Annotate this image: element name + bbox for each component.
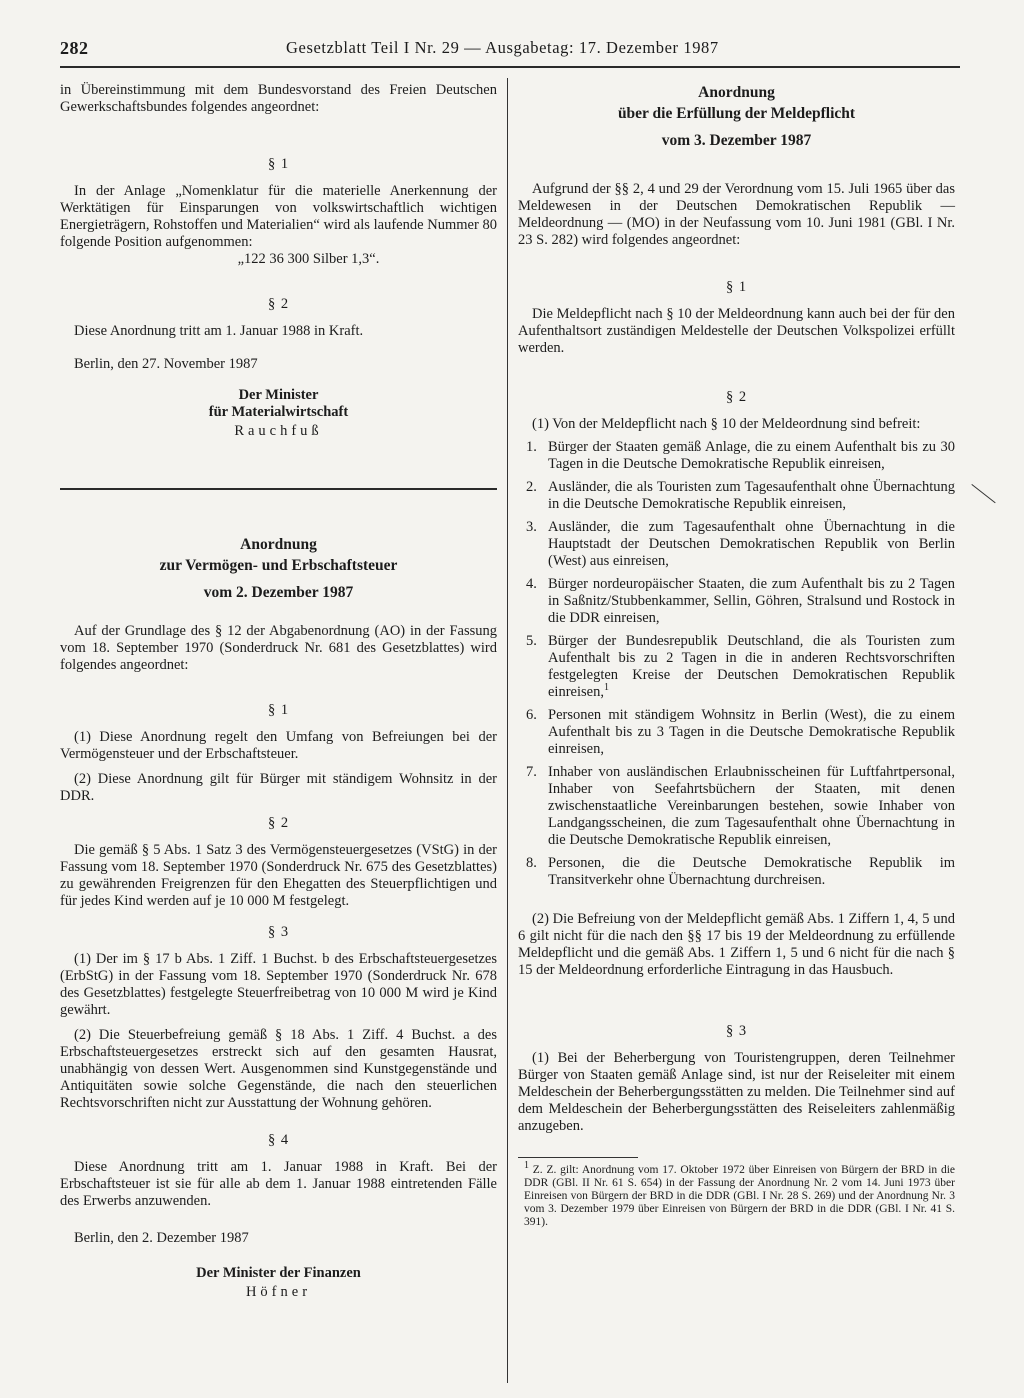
document-separator	[60, 488, 497, 490]
left-section-1-heading: § 1	[267, 156, 290, 172]
list-item	[518, 519, 955, 570]
list-item	[518, 707, 955, 758]
doc2-section-4-text: Diese Anordnung tritt am 1. Januar 1988 in Kraft. Bei der Erbschaftsteuer ist sie für alle ab dem 1. Januar 1988 eintretenden Fälle des Erwerbs anzuwenden.	[60, 1159, 497, 1209]
footnote-text: Z. Z. gilt: Anordnung vom 17. Oktober 1972 über Einreisen von Bürgern der BRD in die DDR (GBl. II Nr. 61 S. 654) in der Fassung der Anordnung Nr. 2 vom 14. Juni 1973 über Einreisen von Bürgern der BRD in die DDR (GBl. I Nr. 28 S. 269) und der Anordnung Nr. 3 vom 3. Dezember 1979 über Einreisen von Bürgern der BRD in die DDR (GBl. I Nr. 41 S. 391).	[524, 1164, 955, 1228]
left-column	[60, 82, 497, 1301]
left-intro: in Übereinstimmung mit dem Bundesvorstand des Freien Deutschen Gewerkschaftsbundes folgendes angeordnet:	[60, 82, 497, 115]
list-item-text: Ausländer, die zum Tagesaufenthalt ohne Übernachtung in die Hauptstadt der Deutschen Demokratischen Republik von Berlin (West) aus einreisen,	[548, 519, 955, 569]
list-item	[518, 479, 955, 513]
footnote-number: 1	[524, 1160, 529, 1172]
doc2-title-line-1: Anordnung	[240, 536, 317, 553]
doc2-section-3-heading: § 3	[267, 924, 290, 940]
list-item-text: Personen mit ständigem Wohnsitz in Berlin (West), die zu einem Aufenthalt bis zu 3 Tagen in die Deutsche Demokratische Republik einreisen,	[548, 707, 955, 757]
doc3-section-1-text: Die Meldepflicht nach § 10 der Meldeordnung kann auch bei der für den Aufenthaltsort zuständigen Meldestelle der Deutschen Volkspolizei erfüllt werden.	[518, 306, 955, 356]
list-item	[518, 855, 955, 889]
doc3-title-line-2: über die Erfüllung der Meldepflicht	[617, 105, 856, 122]
doc2-signature-role: Der Minister der Finanzen	[196, 1265, 361, 1281]
doc3-section-1-heading: § 1	[725, 279, 748, 295]
left-section-1-quote: „122 36 300 Silber 1,3“.	[237, 251, 380, 267]
doc2-section-3-para-1: (1) Der im § 17 b Abs. 1 Ziff. 1 Buchst. b des Erbschaftsteuergesetzes (ErbStG) in der Fassung vom 18. September 1970 (Sonderdruck Nr. 678 des Gesetzblattes) festgelegte Steuerfreibetrag von 10 000 M wird je Kind gewährt.	[60, 951, 497, 1018]
doc2-section-1-heading: § 1	[267, 702, 290, 718]
left-place-date: Berlin, den 27. November 1987	[74, 356, 258, 372]
doc3-section-2-para-2: (2) Die Befreiung von der Meldepflicht gemäß Abs. 1 Ziffern 1, 4, 5 und 6 gilt nicht für die nach den §§ 17 bis 19 der Meldeordnung zu erfüllende Meldepflicht und die gemäß Abs. 1 Ziffern 1, 5 und 6 nicht für die nach § 15 der Meldeordnung erforderliche Eintragung in das Hausbuch.	[518, 911, 955, 978]
list-item-text: Bürger nordeuropäischer Staaten, die zum Aufenthalt bis zu 2 Tagen in Saßnitz/Stubbenkammer, Sellin, Göhren, Stralsund und Rostock in die DDR einreisen,	[548, 576, 955, 626]
list-item-number: 3.	[526, 519, 537, 535]
doc2-section-1-para-2: (2) Diese Anordnung gilt für Bürger mit ständigem Wohnsitz in der DDR.	[60, 771, 497, 804]
doc3-title-line-3: vom 3. Dezember 1987	[661, 132, 812, 149]
doc2-intro: Auf der Grundlage des § 12 der Abgabenordnung (AO) in der Fassung vom 18. September 1970 (Sonderdruck Nr. 681 des Gesetzblattes) wird folgendes angeordnet:	[60, 623, 497, 673]
list-item-number: 5.	[526, 633, 537, 649]
doc3-section-2-para-1: (1) Von der Meldepflicht nach § 10 der Meldeordnung sind befreit:	[532, 416, 921, 432]
doc3-section-2-heading: § 2	[725, 389, 748, 405]
list-item-number: 1.	[526, 439, 537, 455]
header-title: Gesetzblatt Teil I Nr. 29 — Ausgabetag: 17. Dezember 1987	[286, 38, 719, 57]
right-column	[518, 82, 955, 1229]
stray-mark	[971, 484, 995, 503]
list-item-number: 4.	[526, 576, 537, 592]
doc2-section-2-heading: § 2	[267, 815, 290, 831]
doc2-title	[60, 534, 497, 603]
list-item	[518, 576, 955, 627]
doc3-title	[518, 82, 955, 151]
doc2-title-line-2: zur Vermögen- und Erbschaftsteuer	[159, 557, 398, 574]
left-section-2-text: Diese Anordnung tritt am 1. Januar 1988 in Kraft.	[74, 323, 364, 339]
doc3-section-3-para-1: (1) Bei der Beherbergung von Touristengruppen, deren Teilnehmer Bürger von Staaten gemäß Anlage sind, ist nur der Reiseleiter mit einem Meldeschein der Beherbergungsstätten zu melden. Die Teilnehmer sind auf dem Meldeschein der Beherbergungsstätten des Reiseleiters zahlenmäßig anzugeben.	[518, 1050, 955, 1134]
doc2-section-1-para-1: (1) Diese Anordnung regelt den Umfang von Befreiungen bei der Vermögensteuer und der Erbschaftsteuer.	[60, 729, 497, 762]
list-item	[518, 633, 955, 701]
signature-role-line-1: Der Minister	[238, 387, 319, 403]
list-item-text: Bürger der Bundesrepublik Deutschland, die als Touristen zum Aufenthalt bis zu 2 Tagen in die in anderen Rechtsvorschriften festgelegten Kreise der Deutschen Demokratischen Republik einreisen,	[548, 633, 955, 700]
doc3-section-3-heading: § 3	[725, 1023, 748, 1039]
footnote	[518, 1160, 955, 1229]
doc3-intro: Aufgrund der §§ 2, 4 und 29 der Verordnung vom 15. Juli 1965 über das Meldewesen in der Deutschen Demokratischen Republik — Meldeordnung — (MO) in der Neufassung vom 10. Juni 1981 (GBl. I Nr. 23 S. 282) wird folgendes angeordnet:	[518, 181, 955, 248]
doc2-section-4-heading: § 4	[267, 1132, 290, 1148]
list-item-number: 2.	[526, 479, 537, 495]
list-item	[518, 764, 955, 849]
list-item-number: 6.	[526, 707, 537, 723]
doc2-place-date: Berlin, den 2. Dezember 1987	[74, 1230, 249, 1246]
doc3-title-line-1: Anordnung	[698, 84, 775, 101]
list-item-number: 8.	[526, 855, 537, 871]
list-item-number: 7.	[526, 764, 537, 780]
header-divider	[60, 66, 960, 68]
list-item-text: Ausländer, die als Touristen zum Tagesaufenthalt ohne Übernachtung in die Deutsche Demokratische Republik einreisen,	[548, 479, 955, 512]
left-section-1-text: In der Anlage „Nomenklatur für die materielle Anerkennung der Werktätigen für Einsparungen von volkswirtschaftlich wichtigen Energieträgern, Rohstoffen und Materialien“ wird als laufende Nummer 80 folgende Position aufgenommen:	[60, 183, 497, 250]
footnote-marker: 1	[603, 682, 609, 694]
signature-role-line-2: für Materialwirtschaft	[208, 404, 349, 420]
list-item-text: Personen, die die Deutsche Demokratische Republik im Transitverkehr ohne Übernachtung durchreisen.	[548, 855, 955, 888]
list-item	[518, 439, 955, 473]
left-section-2-heading: § 2	[267, 296, 290, 312]
doc2-section-3-para-2: (2) Die Steuerbefreiung gemäß § 18 Abs. 1 Ziff. 4 Buchst. a des Erbschaftsteuergesetzes erstreckt sich auf den gesamten Hausrat, unabhängig von dessen Wert. Ausgenommen sind Kunstgegenstände und Antiquitäten sowie solche Gegenstände, die nach den steuerlichen Rechtsvorschriften nicht zur Ausstattung der Wohnung gehören.	[60, 1027, 497, 1111]
column-rule	[507, 78, 508, 1383]
doc2-signature-name: Höfner	[245, 1284, 312, 1300]
doc2-title-line-3: vom 2. Dezember 1987	[203, 584, 354, 601]
page-number: 282	[60, 38, 89, 58]
footnote-rule	[518, 1157, 638, 1158]
signature-name: Rauchfuß	[234, 423, 323, 439]
doc2-section-2-text: Die gemäß § 5 Abs. 1 Satz 3 des Vermögensteuergesetzes (VStG) in der Fassung vom 18. September 1970 (Sonderdruck Nr. 675 des Gesetzblattes) zu gewährenden Freigrenzen für den Ehegatten des Steuerpflichtigen und für jedes Kind werden auf je 10 000 M festgelegt.	[60, 842, 497, 909]
exemption-list	[518, 439, 955, 889]
list-item-text: Inhaber von ausländischen Erlaubnisscheinen für Luftfahrtpersonal, Inhaber von Seefahrtsbüchern der Staaten, mit denen zwischenstaatliche Vereinbarungen bestehen, sowie Inhaber von Landgangsscheinen, die zum Tagesaufenthalt ohne Übernachtung in die Deutsche Demokratische Republik einreisen,	[548, 764, 955, 848]
list-item-text: Bürger der Staaten gemäß Anlage, die zu einem Aufenthalt bis zu 30 Tagen in die Deutsche Demokratische Republik einreisen,	[548, 439, 955, 472]
